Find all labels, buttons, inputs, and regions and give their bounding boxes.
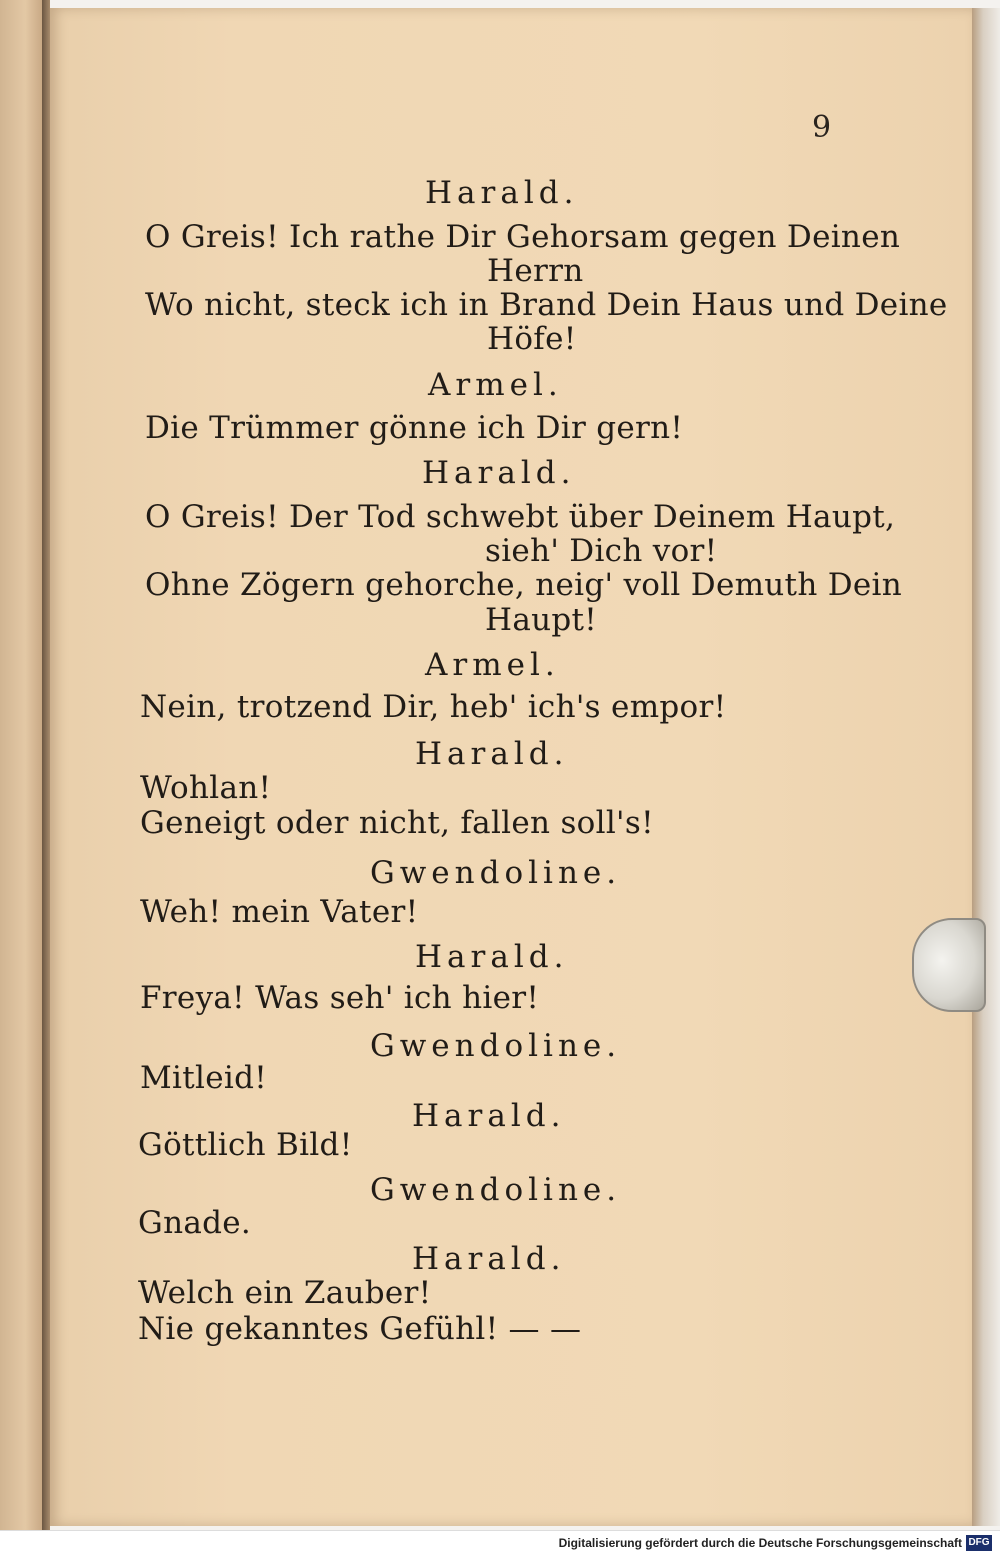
page-number: 9 <box>812 110 832 145</box>
speaker-name: Gwendoline. <box>370 1172 622 1208</box>
speaker-name: Armel. <box>428 367 563 403</box>
speaker-name: Harald. <box>412 1241 566 1277</box>
speaker-name: Harald. <box>425 175 579 211</box>
text-line: Weh! mein Vater! <box>140 894 419 930</box>
text-line: Haupt! <box>485 602 598 638</box>
text-line: Nie gekanntes Gefühl! — — <box>138 1311 582 1347</box>
text-line: Wohlan! <box>140 770 272 806</box>
speaker-name: Gwendoline. <box>370 855 622 891</box>
text-line: Freya! Was seh' ich hier! <box>140 980 540 1016</box>
page-edge <box>972 8 1000 1526</box>
text-line: Wo nicht, steck ich in Brand Dein Haus und Deine <box>145 287 948 323</box>
page-clip <box>912 918 986 1012</box>
text-line: Höfe! <box>487 321 577 357</box>
footer-credit: Digitalisierung gefördert durch die Deutsche Forschungsgemeinschaft <box>558 1536 962 1550</box>
speaker-name: Armel. <box>425 647 560 683</box>
dfg-logo: DFG <box>966 1535 992 1551</box>
speaker-name: Harald. <box>415 939 569 975</box>
speaker-name: Gwendoline. <box>370 1028 622 1064</box>
left-page-edge <box>0 0 44 1530</box>
text-line: Mitleid! <box>140 1060 267 1096</box>
text-line: Ohne Zögern gehorche, neig' voll Demuth Dein <box>145 567 903 603</box>
text-line: Gnade. <box>138 1205 252 1241</box>
text-line: Göttlich Bild! <box>138 1127 353 1163</box>
text-line: sieh' Dich vor! <box>485 533 718 569</box>
speaker-name: Harald. <box>415 736 569 772</box>
text-line: O Greis! Ich rathe Dir Gehorsam gegen Deinen <box>145 219 901 255</box>
speaker-name: Harald. <box>412 1098 566 1134</box>
book-spine <box>42 0 50 1530</box>
footer-bar <box>0 1530 1000 1556</box>
text-line: Geneigt oder nicht, fallen soll's! <box>140 805 654 841</box>
text-line: Die Trümmer gönne ich Dir gern! <box>145 410 684 446</box>
text-line: Herrn <box>487 253 584 289</box>
speaker-name: Harald. <box>422 455 576 491</box>
text-line: Welch ein Zauber! <box>138 1275 432 1311</box>
text-line: Nein, trotzend Dir, heb' ich's empor! <box>140 689 727 725</box>
text-line: O Greis! Der Tod schwebt über Deinem Haupt, <box>145 499 896 535</box>
